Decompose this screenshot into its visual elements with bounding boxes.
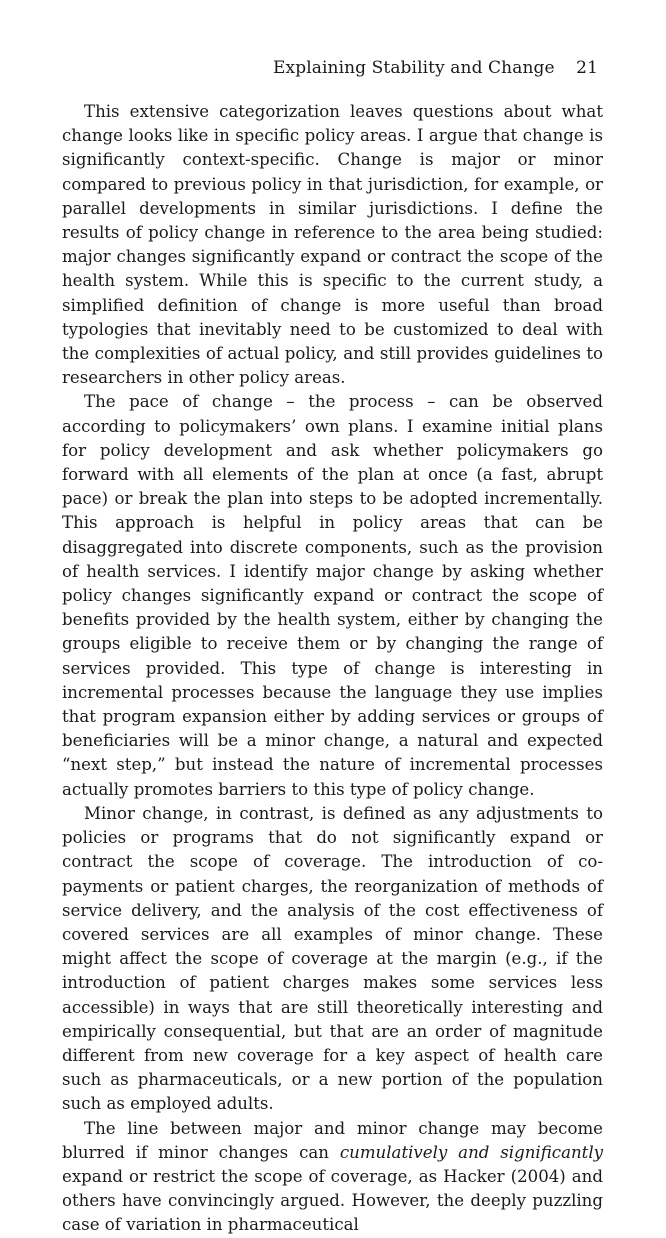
paragraph bbox=[62, 1117, 603, 1238]
body-text bbox=[62, 100, 603, 1238]
paragraph-text: expand or restrict the scope of coverage, as Hacker (2004) and others have convincingly argued. However, the deeply puzzling case of variation in pharmaceutical bbox=[62, 1166, 603, 1235]
paragraph bbox=[62, 390, 603, 801]
paragraph bbox=[62, 100, 603, 390]
paragraph-text: The pace of change – the process – can be observed according to policymakers’ own plans. I examine initial plans for policy development and ask whether policymakers go forward with all elements of the plan at once (a fast, abrupt pace) or break the plan into steps to be adopted incrementally. This approach is helpful in policy areas that can be disaggregated into discrete components, such as the provision of health services. I identify major change by asking whether policy changes significantly expand or contract the scope of benefits provided by the health system, either by changing the groups eligible to receive them or by changing the range of services provided. This type of change is interesting in incremental processes because the language they use implies that program expansion either by adding services or groups of beneficiaries will be a minor change, a natural and expected “next step,” but instead the nature of incremental processes actually promotes barriers to this type of policy change. bbox=[62, 392, 603, 799]
paragraph-text: This extensive categorization leaves questions about what change looks like in specific policy areas. I argue that change is significantly context-specific. Change is major or minor compared to previous policy in that jurisdiction, for example, or parallel developments in similar jurisdictions. I define the results of policy change in reference to the area being studied: major changes significantly expand or contract the scope of the health system. While this is specific to the current study, a simplified definition of change is more useful than broad typologies that inevitably need to be customized to deal with the complexities of actual policy, and still provides guidelines to researchers in other policy areas. bbox=[62, 102, 603, 388]
emphasized-text: cumulatively and significantly bbox=[339, 1142, 603, 1162]
page-number: 21 bbox=[576, 58, 598, 78]
running-head-title: Explaining Stability and Change bbox=[273, 58, 555, 78]
paragraph-text: The line between major and minor change may become blurred if minor changes can bbox=[62, 1118, 603, 1162]
paragraph bbox=[62, 802, 603, 1117]
paragraph-text: Minor change, in contrast, is defined as any adjustments to policies or programs that do not significantly expand or contract the scope of coverage. The introduction of co-payments or patient charges, the reorganization of methods of service delivery, and the analysis of the cost effectiveness of covered services are all examples of minor change. These might affect the scope of coverage at the margin (e.g., if the introduction of patient charges makes some services less accessible) in ways that are still theoretically interesting and empirically consequential, but that are an order of magnitude different from new coverage for a key aspect of health care such as pharmaceuticals, or a new portion of the population such as employed adults. bbox=[62, 803, 603, 1114]
running-head bbox=[273, 58, 598, 78]
